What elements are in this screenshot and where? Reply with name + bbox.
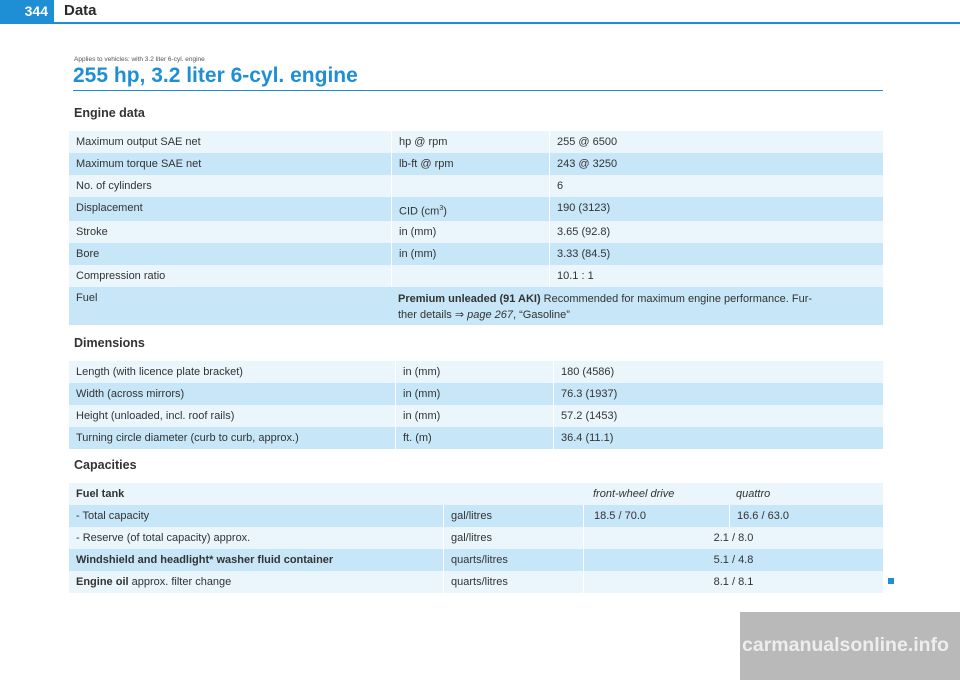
- row-value: 3.33 (84.5): [549, 243, 883, 265]
- capacities-table: [69, 483, 883, 593]
- engine-data-table: [69, 131, 883, 325]
- row-label: [69, 571, 443, 593]
- watermark-text: carmanualsonline.info: [742, 634, 949, 656]
- row-unit: [391, 197, 549, 221]
- table-row: [69, 427, 883, 449]
- row-unit: quarts/litres: [443, 571, 583, 593]
- row-unit: quarts/litres: [443, 549, 583, 571]
- row-label: Compression ratio: [76, 270, 166, 282]
- row-label: Turning circle diameter (curb to curb, approx.): [76, 432, 299, 444]
- fuel-note-end: , “Gasoline”: [513, 309, 570, 321]
- row-unit: [391, 175, 549, 197]
- row-value: 2.1 / 8.0: [583, 527, 883, 549]
- row-value: 57.2 (1453): [553, 405, 883, 427]
- row-value: 8.1 / 8.1: [583, 571, 883, 593]
- table-row: [69, 571, 883, 593]
- unit-text-end: ): [443, 205, 447, 218]
- table-row: [69, 361, 883, 383]
- dimensions-table: [69, 361, 883, 449]
- table-row: [69, 383, 883, 405]
- unit-text: CID (cm: [399, 205, 440, 218]
- engine-oil-label: Engine oil: [76, 576, 129, 588]
- running-header-title: Data: [64, 2, 97, 19]
- unit-superscript: 3: [439, 205, 444, 212]
- row-label: Fuel: [76, 292, 98, 304]
- row-label: Bore: [76, 248, 100, 260]
- engine-data-heading: Engine data: [74, 106, 145, 120]
- row-unit: gal/litres: [443, 527, 583, 549]
- row-unit: in (mm): [395, 383, 553, 405]
- row-value: 3.65 (92.8): [549, 221, 883, 243]
- dimensions-heading: Dimensions: [74, 336, 145, 350]
- table-row: [69, 153, 883, 175]
- fuel-line-1: [398, 291, 876, 307]
- row-unit: in (mm): [391, 243, 549, 265]
- table-header-row: [69, 483, 883, 505]
- row-unit: gal/litres: [443, 505, 583, 527]
- row-unit: in (mm): [391, 221, 549, 243]
- page-reference-link[interactable]: page 267: [464, 309, 514, 321]
- row-value: 36.4 (11.1): [553, 427, 883, 449]
- row-label: Width (across mirrors): [76, 388, 185, 400]
- table-row: [69, 175, 883, 197]
- row-label: Length (with licence plate bracket): [76, 366, 243, 378]
- row-unit: in (mm): [395, 361, 553, 383]
- row-unit: lb-ft @ rpm: [391, 153, 549, 175]
- row-value: 5.1 / 4.8: [583, 549, 883, 571]
- row-label: No. of cylinders: [76, 180, 152, 192]
- end-of-section-marker: [888, 578, 894, 584]
- table-row: [69, 549, 883, 571]
- table-row: [69, 405, 883, 427]
- row-value: 190 (3123): [549, 197, 883, 221]
- row-value-fwd: 18.5 / 70.0: [583, 505, 729, 527]
- table-row: [69, 527, 883, 549]
- table-row: [69, 265, 883, 287]
- fuel-note-cont: ther details: [398, 309, 455, 321]
- table-row-fuel: [69, 287, 883, 325]
- column-front-wheel-drive: front-wheel drive: [593, 488, 675, 500]
- fuel-line-2: [398, 307, 876, 323]
- page-title: 255 hp, 3.2 liter 6-cyl. engine: [73, 64, 358, 87]
- row-value: 6: [549, 175, 883, 197]
- row-unit: in (mm): [395, 405, 553, 427]
- row-label: Height (unloaded, incl. roof rails): [76, 410, 235, 422]
- row-label: Displacement: [76, 202, 143, 214]
- table-row: [69, 197, 883, 221]
- header-rule: [0, 22, 960, 24]
- row-value: 180 (4586): [553, 361, 883, 383]
- row-value: 255 @ 6500: [549, 131, 883, 153]
- row-value: 243 @ 3250: [549, 153, 883, 175]
- row-label: Maximum torque SAE net: [76, 158, 202, 170]
- row-label: - Reserve (of total capacity) approx.: [76, 532, 251, 544]
- fuel-note: Recommended for maximum engine performance. Fur-: [540, 293, 813, 305]
- page-number: 344: [0, 0, 54, 22]
- fuel-tank-label: Fuel tank: [76, 488, 125, 500]
- row-value: 10.1 : 1: [549, 265, 883, 287]
- title-rule: [73, 90, 883, 91]
- cross-reference-arrow-icon: ⇒: [454, 309, 465, 321]
- applies-to-note: Applies to vehicles: with 3.2 liter 6-cyl. engine: [74, 56, 205, 63]
- row-label: Windshield and headlight* washer fluid container: [76, 554, 334, 566]
- row-value: 76.3 (1937): [553, 383, 883, 405]
- fuel-description: [391, 287, 883, 325]
- table-row: [69, 221, 883, 243]
- row-unit: hp @ rpm: [391, 131, 549, 153]
- capacities-heading: Capacities: [74, 458, 137, 472]
- row-unit: [391, 265, 549, 287]
- row-value-quattro: 16.6 / 63.0: [729, 505, 883, 527]
- row-label: - Total capacity: [76, 510, 150, 522]
- table-row: [69, 243, 883, 265]
- row-unit: ft. (m): [395, 427, 553, 449]
- table-row: [69, 505, 883, 527]
- row-label: Stroke: [76, 226, 108, 238]
- table-row: [69, 131, 883, 153]
- row-label: Maximum output SAE net: [76, 136, 201, 148]
- engine-oil-note: approx. filter change: [128, 576, 232, 588]
- column-quattro: quattro: [736, 488, 771, 500]
- fuel-type: Premium unleaded (91 AKI): [398, 293, 541, 305]
